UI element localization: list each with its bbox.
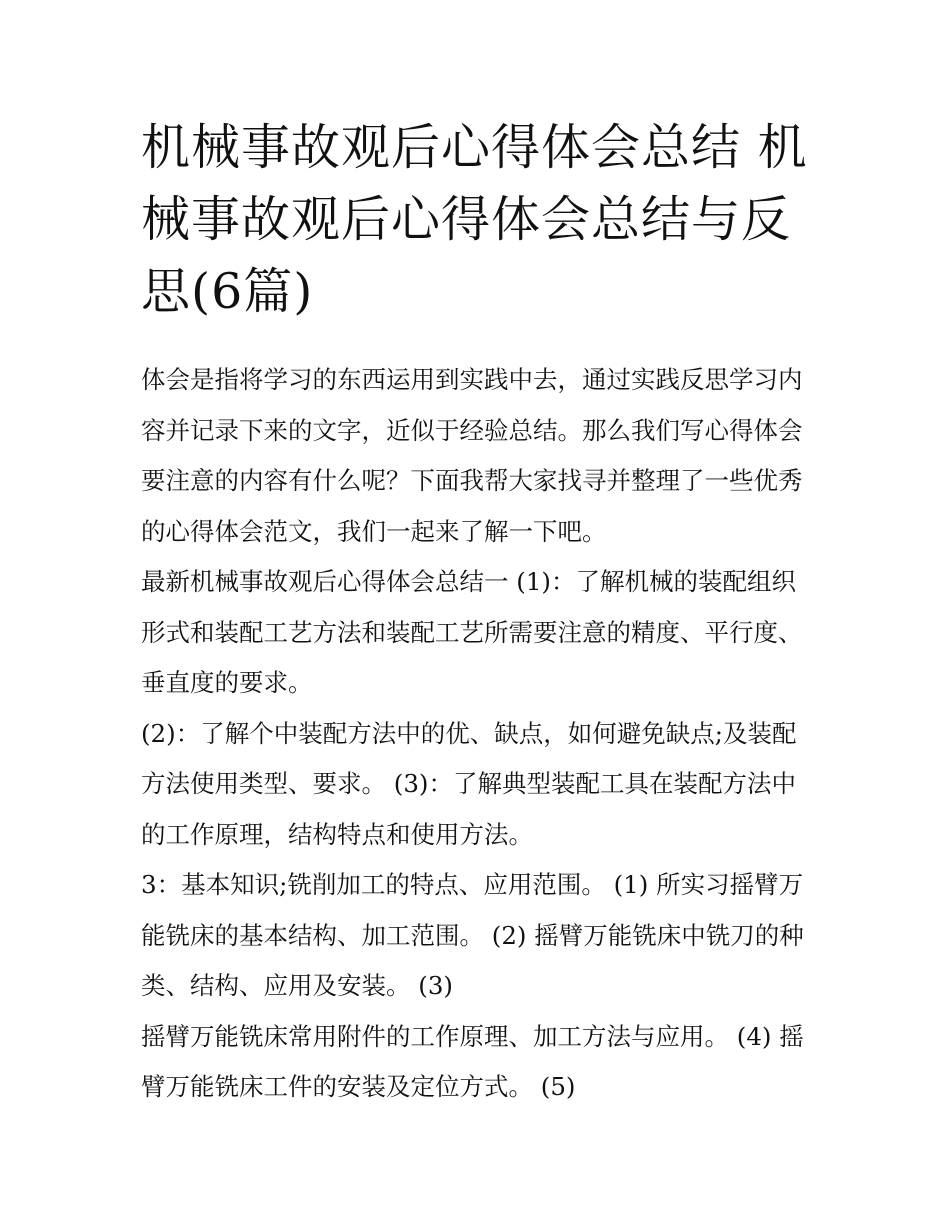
body-paragraph: 摇臂万能铣床常用附件的工作原理、加工方法与应用。 (4) 摇臂万能铣床工件的安装及定位方式。 (5) (141, 1021, 804, 1101)
body-paragraph: 最新机械事故观后心得体会总结一 (1)：了解机械的装配组织形式和装配工艺方法和装配工艺所需要注意的精度、平行度、垂直度的要求。 (141, 567, 803, 697)
document-body (141, 355, 817, 1113)
document-title: 机械事故观后心得体会总结 机械事故观后心得体会总结与反思(6篇) (141, 119, 808, 320)
body-paragraph: (2)：了解个中装配方法中的优、缺点，如何避免缺点;及装配方法使用类型、要求。 (3)：了解典型装配工具在装配方法中的工作原理，结构特点和使用方法。 (141, 718, 797, 849)
body-paragraph: 3：基本知识;铣削加工的特点、应用范围。 (1) 所实习摇臂万能铣床的基本结构、加工范围。 (2) 摇臂万能铣床中铣刀的种类、结构、应用及安装。 (3) (141, 870, 804, 1000)
intro-paragraph: 体会是指将学习的东西运用到实践中去，通过实践反思学习内容并记录下来的文字，近似于经验总结。那么我们写心得体会要注意的内容有什么呢？下面我帮大家找寻并整理了一些优秀的心得体会范文，我们一起来了解一下吧。 (141, 365, 803, 546)
